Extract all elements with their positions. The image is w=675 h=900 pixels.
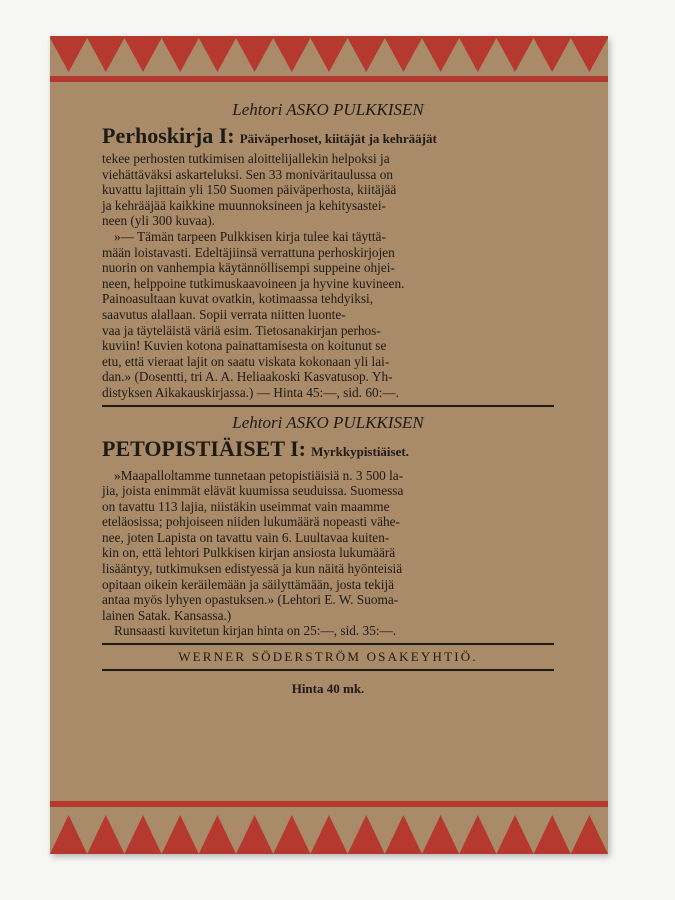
- publisher-name: WERNER SÖDERSTRÖM OSAKEYHTIÖ.: [178, 649, 478, 665]
- book1-byline: Lehtori ASKO PULKKISEN: [232, 100, 424, 119]
- text-line: Painoasultaan kuvat ovatkin, kotimaassa tehdyiksi,: [102, 291, 374, 307]
- book2-byline: Lehtori ASKO PULKKISEN: [232, 412, 424, 432]
- book1-title-sub: Päiväperhoset, kiitäjät ja kehrääjät: [239, 131, 437, 146]
- book2-price-line: Runsaasti kuvitetun kirjan hinta on 25:—, sid. 35:—.: [114, 623, 397, 639]
- price-label: Hinta 40 mk.: [291, 681, 365, 697]
- text-line: lisääntyy, tutkimuksen edistyessä ja kun näitä hyönteisiä: [102, 561, 403, 577]
- book2-review: [102, 468, 554, 624]
- book1-review: [102, 229, 554, 401]
- text-line: tekee perhosten tutkimisen aloittelijallekin helpoksi ja: [102, 151, 390, 166]
- text-line: distyksen Aikakauskirjassa.) — Hinta 45:—, sid. 60:—.: [102, 384, 399, 400]
- book1-title-main: Perhoskirja I:: [102, 123, 235, 148]
- text-line: kuviin! Kuvien kotona painattamisesta on koitunut se: [102, 338, 387, 354]
- bottom-ornament-border: [50, 799, 608, 854]
- text-line: nee, joten Lapista on tavattu vain 6. Luultavaa kuiten-: [102, 529, 390, 545]
- text-line: vaa ja täyteläistä väriä esim. Tietosanakirjan perhos-: [102, 322, 381, 338]
- text-line: mään loistavasti. Edeltäjiinsä verrattuna perhoskirjojen: [102, 244, 395, 260]
- text-line: neen, helppoine tutkimuskaavoineen ja hyvine kuvineen.: [102, 275, 405, 291]
- book2-title: [102, 437, 554, 464]
- text-line: »— Tämän tarpeen Pulkkisen kirja tulee kai täyttä-: [114, 228, 386, 244]
- text-line: on tavattu 113 lajia, niistäkin useimmat vain maamme: [102, 498, 390, 514]
- text-line: »Maapalloltamme tunnetaan petopistiäisiä n. 3 500 la-: [114, 467, 404, 483]
- text-line: kin on, että lehtori Pulkkisen kirjan ansiosta lukumäärä: [102, 545, 396, 561]
- divider: [102, 643, 554, 645]
- text-line: antaa myös lyhyen opastuksen.» (Lehtori E. W. Suoma-: [102, 592, 399, 608]
- text-line: ja kehrääjää kaikkine muunnoksineen ja kehitysastei-: [102, 197, 386, 213]
- text-line: eteläosissa; pohjoiseen niiden lukumäärä nopeasti vähe-: [102, 514, 400, 530]
- book2-title-main: PETOPISTIÄISET I:: [102, 435, 306, 461]
- text-line: etu, että vieraat lajit on saatu viskata kokonaan yli lai-: [102, 353, 390, 369]
- text-line: saavutus alallaan. Sopii verrata niitten luonte-: [102, 306, 346, 322]
- cover-text: [102, 100, 554, 697]
- text-line: dan.» (Dosentti, tri A. A. Heliaakoski Kasvatusop. Yh-: [102, 369, 393, 385]
- text-line: jia, joista enimmät elävät kuumissa seuduissa. Suomessa: [102, 483, 404, 499]
- text-line: kuvattu lajittain yli 150 Suomen päiväperhosta, kiitäjää: [102, 182, 397, 198]
- text-line: neen (yli 300 kuvaa).: [102, 213, 215, 229]
- top-ornament-border: [50, 36, 608, 88]
- book1-description: [102, 151, 554, 229]
- book2-title-sub: Myrkkypistiäiset.: [311, 443, 409, 459]
- text-line: viehättäväksi askarteluksi. Sen 33 moniväritaulussa on: [102, 166, 393, 182]
- divider: [102, 405, 554, 407]
- book1-title: [102, 124, 554, 151]
- text-line: opitaan oikein keräilemään ja säilyttämään, josta tekijä: [102, 576, 395, 592]
- text-line: lainen Satak. Kansassa.): [102, 607, 232, 623]
- divider: [102, 669, 554, 671]
- text-line: nuorin on vanhempia käytännöllisempi suppeine ohjei-: [102, 260, 395, 276]
